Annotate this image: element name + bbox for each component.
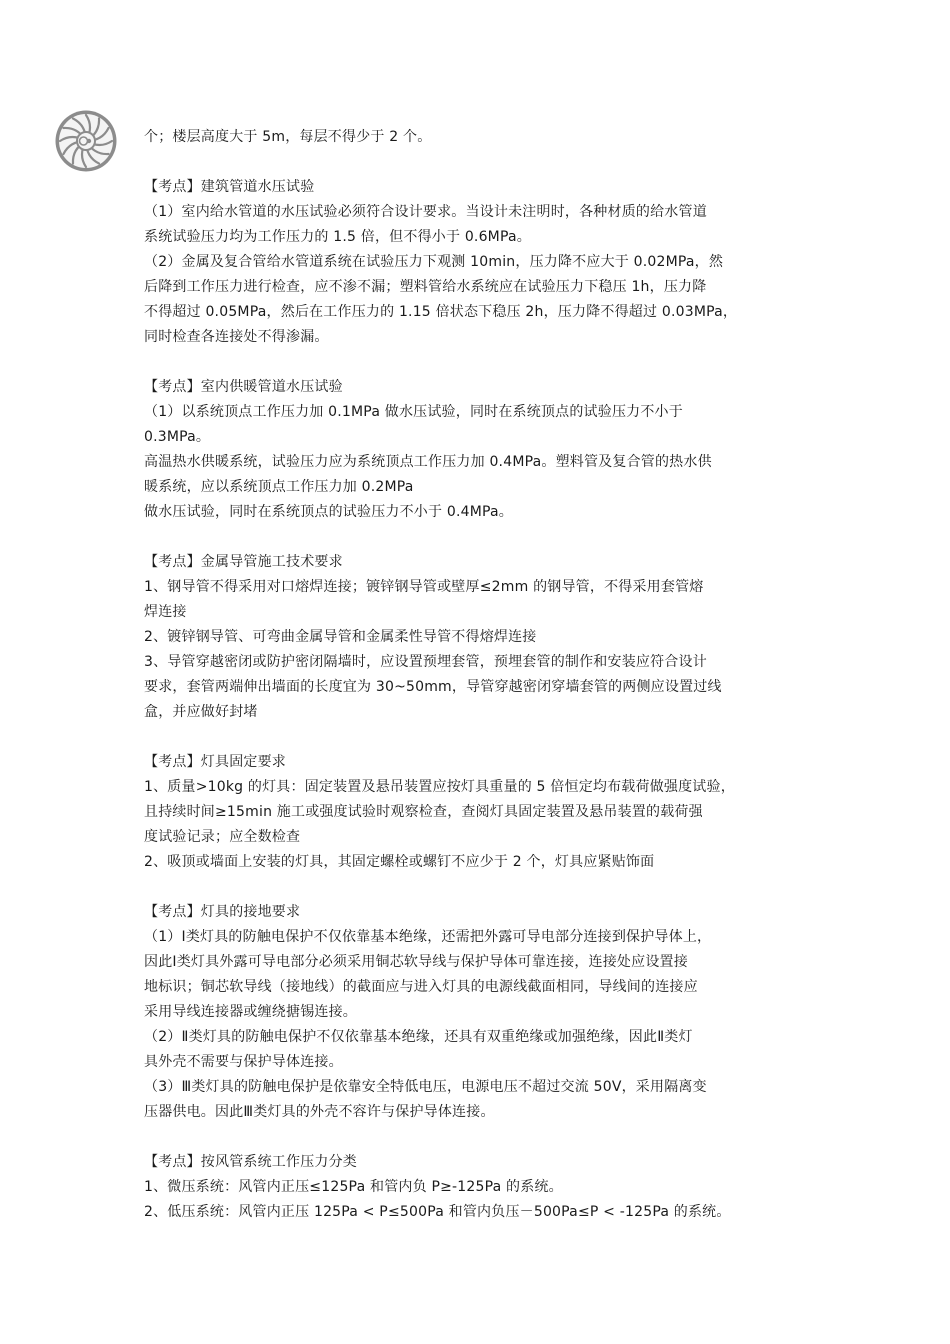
text-line: 同时检查各连接处不得渗漏。	[144, 329, 329, 345]
text-line: 度试验记录；应全数检查	[144, 829, 301, 845]
section-title: 【考点】建筑管道水压试验	[144, 179, 315, 195]
section-heating-pipe-pressure-test	[144, 375, 824, 525]
swirl-logo-icon	[54, 109, 118, 173]
text-line: 采用导线连接器或缠绕搪锡连接。	[144, 1004, 357, 1020]
section-title: 【考点】按风管系统工作压力分类	[144, 1154, 357, 1170]
text-line: 要求，套管两端伸出墙面的长度宜为 30~50mm，导管穿越密闭穿墙套管的两侧应设置过线	[144, 679, 722, 695]
text-line: 做水压试验，同时在系统顶点的试验压力不小于 0.4MPa。	[144, 504, 513, 520]
section-title: 【考点】室内供暖管道水压试验	[144, 379, 343, 395]
text-line: 盒，并应做好封堵	[144, 704, 258, 720]
text-line: （1）Ⅰ类灯具的防触电保护不仅依靠基本绝缘，还需把外露可导电部分连接到保护导体上，	[144, 929, 712, 945]
text-line: 且持续时间≥15min 施工或强度试验时观察检查，查阅灯具固定装置及悬吊装置的载荷强	[144, 804, 703, 820]
text-line: 地标识；铜芯软导线（接地线）的截面应与进入灯具的电源线截面相同，导线间的连接应	[144, 979, 698, 995]
section-lamp-grounding-requirements	[144, 900, 824, 1125]
text-line: 具外壳不需要与保护导体连接。	[144, 1054, 343, 1070]
section-lamp-fixing-requirements	[144, 750, 824, 875]
text-line: 暖系统，应以系统顶点工作压力加 0.2MPa	[144, 479, 414, 495]
section-title: 【考点】灯具的接地要求	[144, 904, 301, 920]
text-line: （2）金属及复合管给水管道系统在试验压力下观测 10min，压力降不应大于 0.02MPa，然	[144, 254, 724, 270]
text-line: 3、导管穿越密闭或防护密闭隔墙时，应设置预埋套管，预埋套管的制作和安装应符合设计	[144, 654, 707, 670]
text-line: （3）Ⅲ类灯具的防触电保护是依靠安全特低电压，电源电压不超过交流 50V，采用隔离变	[144, 1079, 707, 1095]
text-line: 1、质量>10kg 的灯具：固定装置及悬吊装置应按灯具重量的 5 倍恒定均布载荷做强度试验，	[144, 779, 735, 795]
text-line: （2）Ⅱ类灯具的防触电保护不仅依靠基本绝缘，还具有双重绝缘或加强绝缘，因此Ⅱ类灯	[144, 1029, 693, 1045]
text-line: 不得超过 0.05MPa，然后在工作压力的 1.15 倍状态下稳压 2h，压力降不得超过 0.03MPa，	[144, 304, 738, 320]
text-line: 系统试验压力均为工作压力的 1.5 倍，但不得小于 0.6MPa。	[144, 229, 531, 245]
text-line: 焊连接	[144, 604, 187, 620]
text-line: 1、微压系统：风管内正压≤125Pa 和管内负 P≥-125Pa 的系统。	[144, 1179, 563, 1195]
text-line: （1）室内给水管道的水压试验必须符合设计要求。当设计未注明时，各种材质的给水管道	[144, 204, 707, 220]
text-line: 后降到工作压力进行检查，应不渗不漏；塑料管给水系统应在试验压力下稳压 1h，压力降	[144, 279, 707, 295]
section-building-pipe-pressure-test	[144, 175, 824, 350]
text-line: 高温热水供暖系统，试验压力应为系统顶点工作压力加 0.4MPa。塑料管及复合管的热水供	[144, 454, 712, 470]
section-duct-pressure-classification	[144, 1150, 824, 1225]
text-line: 1、钢导管不得采用对口熔焊连接；镀锌钢导管或壁厚≤2mm 的钢导管，不得采用套管熔	[144, 579, 704, 595]
text-line: 2、镀锌钢导管、可弯曲金属导管和金属柔性导管不得熔焊连接	[144, 629, 537, 645]
text-line: 0.3MPa。	[144, 429, 211, 445]
text-line: （1）以系统顶点工作压力加 0.1MPa 做水压试验，同时在系统顶点的试验压力不小于	[144, 404, 683, 420]
text-line: 2、吸顶或墙面上安装的灯具，其固定螺栓或螺钉不应少于 2 个，灯具应紧贴饰面	[144, 854, 655, 870]
section-title: 【考点】金属导管施工技术要求	[144, 554, 343, 570]
section-title: 【考点】灯具固定要求	[144, 754, 286, 770]
section-metal-conduit-requirements	[144, 550, 824, 725]
text-line: 因此Ⅰ类灯具外露可导电部分必须采用铜芯软导线与保护导体可靠连接，连接处应设置接	[144, 954, 688, 970]
intro-line: 个；楼层高度大于 5m，每层不得少于 2 个。	[144, 129, 432, 145]
text-line: 压器供电。因此Ⅲ类灯具的外壳不容许与保护导体连接。	[144, 1104, 495, 1120]
text-line: 2、低压系统：风管内正压 125Pa < P≤500Pa 和管内负压－500Pa≤P < -125Pa 的系统。	[144, 1204, 731, 1220]
document-body	[144, 125, 824, 1225]
